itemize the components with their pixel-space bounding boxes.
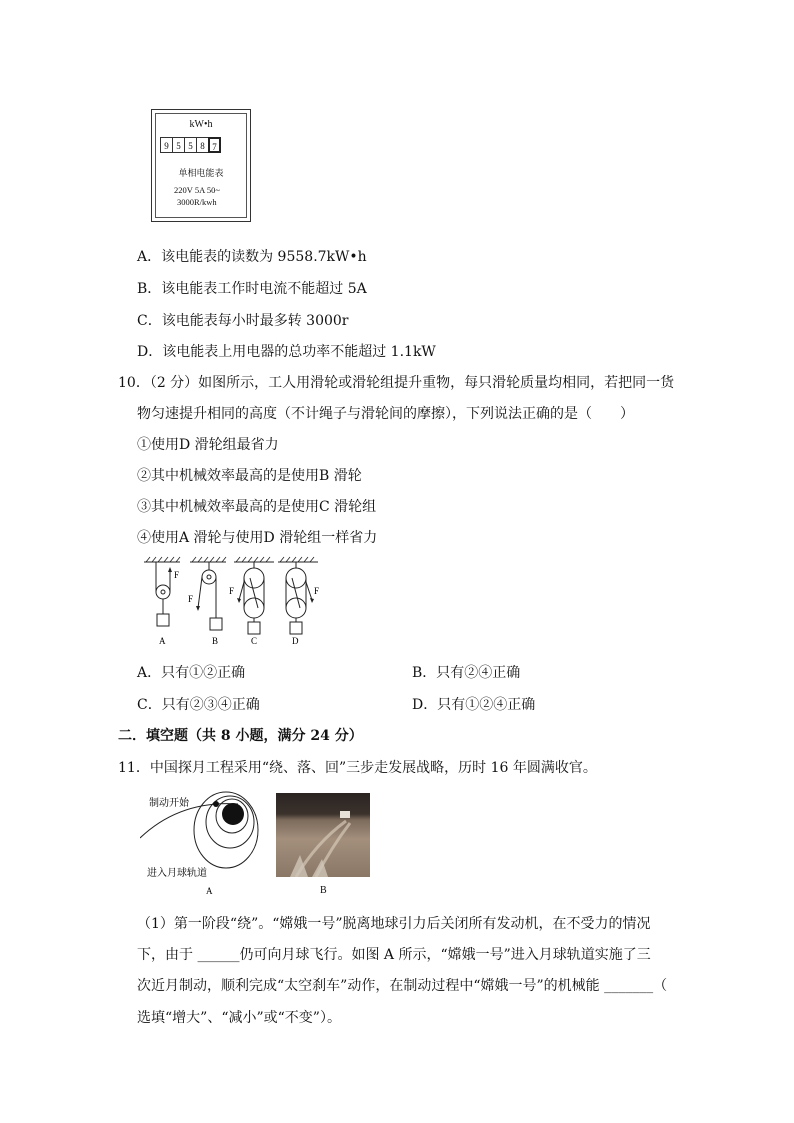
force-label-d: F [314, 586, 320, 596]
q9-option-a: A．该电能表的读数为 9558.7kW•h [137, 249, 367, 265]
force-label-b: F [188, 594, 194, 604]
q10-option-b: B．只有②④正确 [412, 665, 521, 681]
pulley-figure [140, 556, 340, 652]
q9-option-c: C．该电能表每小时最多转 3000r [137, 313, 349, 329]
pulley-label-a: A [159, 636, 166, 646]
meter-name: 单相电能表 [178, 169, 224, 179]
q10-option-a: A．只有①②正确 [137, 665, 246, 681]
q10-stem-line2: 物匀速提升相同的高度（不计绳子与滑轮间的摩擦），下列说法正确的是（ ） [137, 406, 634, 422]
meter-digit-decimal: 7 [208, 137, 221, 153]
q10-stem-line1: 10．（2 分）如图所示，工人用滑轮或滑轮组提升重物，每只滑轮质量均相同，若把同一货 [118, 375, 675, 391]
q11-part1-line1: （1）第一阶段“绕”。“嫦娥一号”脱离地球引力后关闭所有发动机，在不受力的情况 [137, 916, 651, 932]
meter-unit: kW•h [189, 119, 213, 130]
orbit-text-enter-orbit: 进入月球轨道 [147, 868, 207, 879]
force-label-a: F [174, 570, 180, 580]
meter-spec-line2: 3000R/kwh [177, 197, 217, 207]
meter-digits [161, 137, 221, 153]
pulley-label-b: B [212, 636, 219, 646]
q10-option-d: D．只有①②④正确 [412, 697, 536, 713]
q10-statement-2: ②其中机械效率最高的是使用B 滑轮 [137, 468, 362, 484]
q10-statement-3: ③其中机械效率最高的是使用C 滑轮组 [137, 499, 377, 515]
q11-part1-line4: 选填“增大”、“减小”或“不变”）。 [137, 1010, 341, 1026]
q9-option-d: D．该电能表上用电器的总功率不能超过 1.1kW [137, 344, 436, 360]
lunar-surface-photo [276, 793, 370, 877]
q11-stem: 11．中国探月工程采用“绕、落、回”三步走发展战略，历时 16 年圆满收官。 [118, 760, 597, 776]
section-title: 二．填空题（共 8 小题，满分 24 分） [118, 728, 363, 744]
orbit-figure [140, 790, 270, 898]
q11-part1-line2: 下，由于 ______仍可向月球飞行。如图 A 所示，“嫦娥一号”进入月球轨道实施了三 [137, 947, 651, 963]
q10-statement-4: ④使用A 滑轮与使用D 滑轮组一样省力 [137, 530, 378, 546]
electric-meter-figure [151, 109, 251, 222]
orbit-figure-label: A [206, 886, 213, 896]
photo-figure-label: B [320, 885, 327, 896]
meter-digit: 8 [196, 137, 209, 153]
q10-statement-1: ①使用D 滑轮组最省力 [137, 437, 279, 453]
q11-part1-line3: 次近月制动，顺利完成“太空刹车”动作，在制动过程中“嫦娥一号”的机械能 _______（ [137, 978, 668, 994]
meter-digit: 9 [160, 137, 173, 153]
q10-option-c: C．只有②③④正确 [137, 697, 260, 713]
pulley-label-d: D [292, 636, 299, 646]
orbit-text-brake-start: 制动开始 [149, 798, 189, 809]
force-label-c: F [229, 586, 235, 596]
meter-digit: 5 [172, 137, 185, 153]
meter-spec-line1: 220V 5A 50~ [174, 185, 221, 195]
q9-option-b: B．该电能表工作时电流不能超过 5A [137, 281, 367, 297]
pulley-label-c: C [251, 636, 258, 646]
meter-digit: 5 [184, 137, 197, 153]
rover-tracks-graphic [276, 793, 370, 877]
